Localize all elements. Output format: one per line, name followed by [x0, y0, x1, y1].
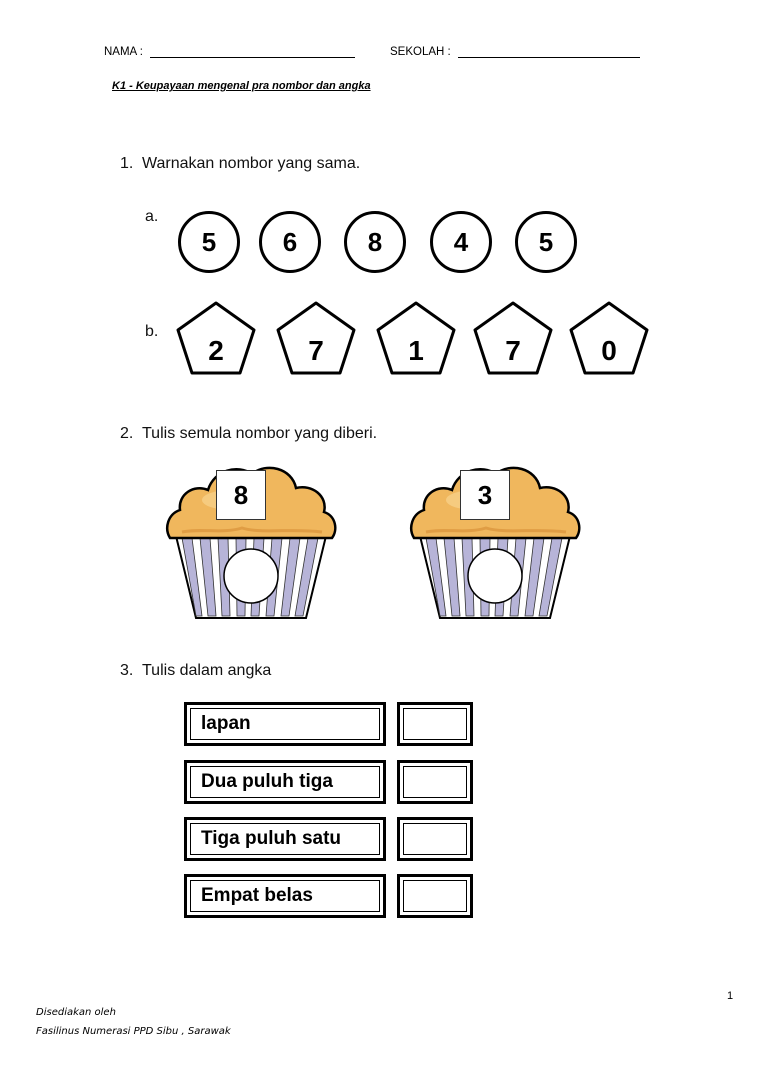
- word-box: [184, 874, 386, 918]
- question-2: [120, 425, 377, 443]
- question-3-number: 3.: [120, 662, 134, 679]
- word-box: [184, 817, 386, 861]
- number-pentagon[interactable]: [568, 300, 650, 376]
- page-number: 1: [727, 990, 734, 1002]
- word-box: [184, 760, 386, 804]
- question-2-text: Tulis semula nombor yang diberi.: [142, 425, 378, 442]
- number-word: lapan: [201, 713, 251, 734]
- question-1-text: Warnakan nombor yang sama.: [142, 155, 361, 172]
- number-pentagon[interactable]: [375, 300, 457, 376]
- name-label: NAMA :: [104, 46, 143, 58]
- footer-author: Fasilinus Numerasi PPD Sibu , Sarawak: [36, 1026, 231, 1037]
- number-circle[interactable]: 8: [344, 211, 406, 273]
- number-circle[interactable]: 5: [515, 211, 577, 273]
- part-b-label: b.: [145, 323, 159, 340]
- question-2-number: 2.: [120, 425, 134, 442]
- muffin-number: 8: [216, 470, 266, 520]
- number-pentagon[interactable]: [472, 300, 554, 376]
- number-word: Tiga puluh satu: [201, 828, 342, 849]
- school-field: [390, 46, 640, 58]
- number-pentagon[interactable]: [175, 300, 257, 376]
- footer-prepared-by: Disediakan oleh: [36, 1007, 116, 1018]
- answer-box[interactable]: [397, 874, 473, 918]
- name-blank-line[interactable]: [150, 46, 355, 58]
- school-label: SEKOLAH :: [390, 46, 451, 58]
- word-box: [184, 702, 386, 746]
- question-3: [120, 662, 271, 680]
- number-pentagon[interactable]: [275, 300, 357, 376]
- pentagon-number: 0: [601, 335, 617, 366]
- answer-box[interactable]: [397, 702, 473, 746]
- answer-box[interactable]: [397, 817, 473, 861]
- school-blank-line[interactable]: [458, 46, 640, 58]
- pentagon-number: 1: [408, 335, 424, 366]
- answer-box[interactable]: [397, 760, 473, 804]
- muffin-card: [162, 458, 340, 622]
- muffin-card: [406, 458, 584, 622]
- pentagon-number: 2: [208, 335, 224, 366]
- number-circle[interactable]: 4: [430, 211, 492, 273]
- question-1-number: 1.: [120, 155, 134, 172]
- part-a-label: a.: [145, 208, 159, 225]
- number-circle[interactable]: 5: [178, 211, 240, 273]
- pentagon-number: 7: [308, 335, 324, 366]
- name-field: [104, 46, 355, 58]
- number-word: Dua puluh tiga: [201, 771, 333, 792]
- question-3-text: Tulis dalam angka: [142, 662, 272, 679]
- worksheet-subtitle: K1 - Keupayaan mengenal pra nombor dan angka: [112, 80, 371, 92]
- pentagon-number: 7: [505, 335, 521, 366]
- number-word: Empat belas: [201, 885, 313, 906]
- question-1: [120, 155, 360, 173]
- muffin-number: 3: [460, 470, 510, 520]
- number-circle[interactable]: 6: [259, 211, 321, 273]
